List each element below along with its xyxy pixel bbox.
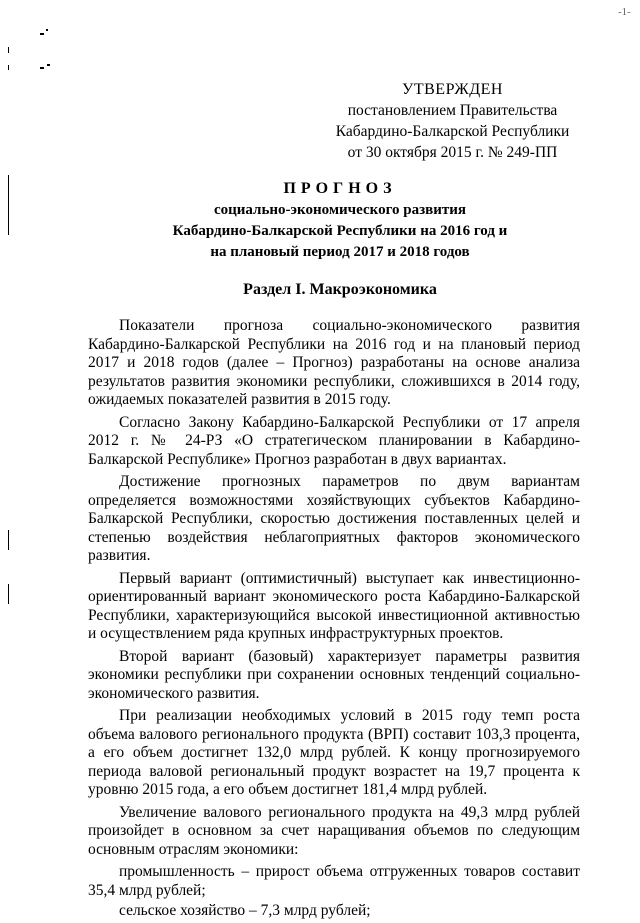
paragraph: Согласно Закону Кабардино-Балкарской Республики от 17 апреля 2012 г. № 24-РЗ «О стратегическом планировании в Кабардино-Балкарской Республике» Прогноз разработан в двух вариантах. (88, 413, 580, 468)
paragraph: Показатели прогноза социально-экономического развития Кабардино-Балкарской Республики на 2016 год и на плановый период 2017 и 2018 годов (далее – Прогноз) разработаны на основе анализа результатов развития экономики республики, сложившихся в 2014 году, ожидаемых показателей развития в 2015 году. (88, 317, 580, 408)
document-title (60, 178, 620, 263)
approval-line: Кабардино-Балкарской Республики (335, 123, 570, 140)
title-line: Кабардино-Балкарской Республики на 2016 год и (172, 223, 508, 239)
scan-mark (8, 65, 9, 70)
list-paragraph: сельское хозяйство – 7,3 млрд рублей; (119, 902, 371, 919)
scan-mark (8, 175, 9, 235)
paragraph: Второй вариант (базовый) характеризует параметры развития экономики республики при сохранении основных тенденций социально-экономического развития. (88, 647, 580, 702)
list-paragraph: промышленность – прирост объема отгруженных товаров составит 35,4 млрд рублей; (88, 863, 580, 899)
paragraph: Первый вариант (оптимистичный) выступает как инвестиционно-ориентированный вариант экономического роста Кабардино-Балкарской Республики, характеризующийся высокой инвестиционной активностью и осуществлением ряда крупных инфраструктурных проектов. (88, 569, 580, 642)
scan-mark (47, 64, 50, 66)
section-heading: Раздел I. Макроэкономика (243, 281, 437, 298)
approval-stamp (330, 79, 575, 163)
approval-line: постановлением Правительства (347, 102, 558, 119)
scan-mark (8, 530, 9, 550)
paragraph: При реализации необходимых условий в 2015 году темп роста объема валового регионального продукта (ВРП) составит 103,3 процента, а его объем достигнет 132,0 млрд рублей. К концу прогнозируемого периода валовой региональный продукт возрастет на 19,7 процента к уровню 2015 года, а его объем достигнет 181,4 млрд рублей. (88, 707, 580, 798)
title-line: социально-экономического развития (213, 202, 467, 218)
title-line: на плановый период 2017 и 2018 годов (210, 244, 470, 260)
title-main: ПРОГНОЗ (283, 180, 397, 197)
paragraph: Достижение прогнозных параметров по двум вариантам определяется возможностями хозяйствующих субъектов Кабардино-Балкарской Республики, скоростью достижения поставленных целей и степенью воздействия неблагоприятных факторов экономического развития. (88, 473, 580, 564)
scan-mark (40, 33, 44, 35)
scan-mark (40, 67, 44, 69)
document-body (88, 317, 580, 923)
scan-mark (46, 29, 48, 31)
paragraph: Увеличение валового регионального продукта на 49,3 млрд рублей произойдет в основном за счет наращивания объемов по следующим основным отраслям экономики: (88, 803, 580, 858)
page-number-mark: -1- (618, 6, 631, 18)
scan-mark (8, 47, 9, 53)
approval-heading: УТВЕРЖДЕН (402, 81, 503, 98)
scan-mark (8, 584, 9, 604)
approval-line: от 30 октября 2015 г. № 249-ПП (347, 144, 558, 161)
